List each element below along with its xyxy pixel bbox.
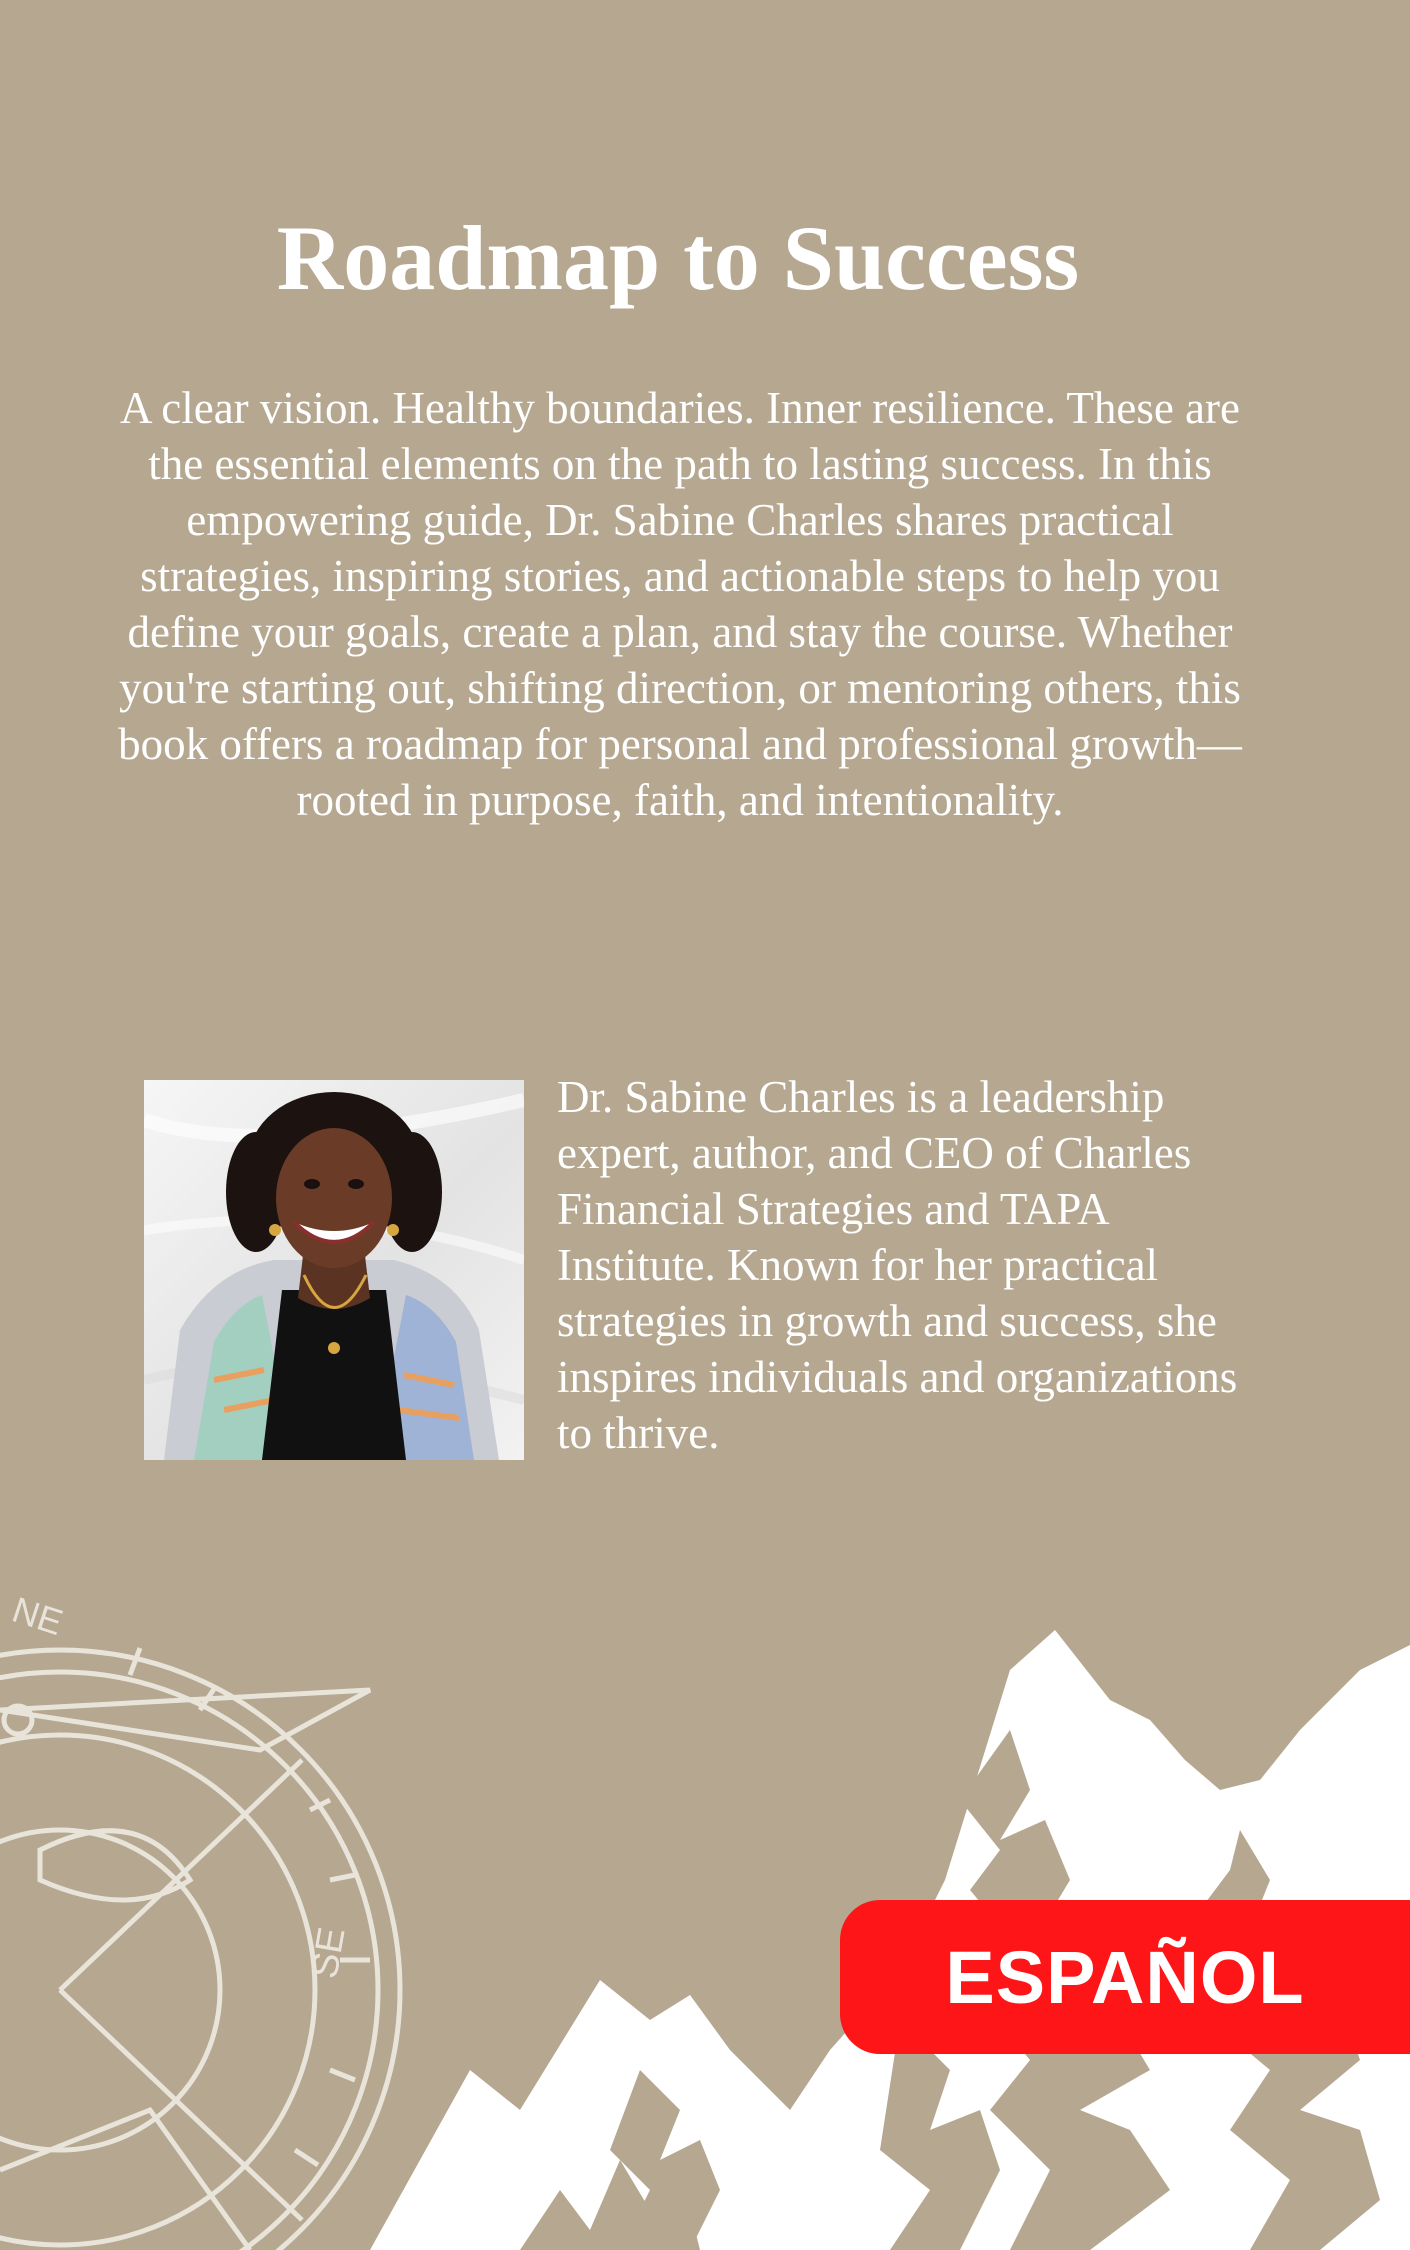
language-badge-button[interactable]: ESPAÑOL <box>840 1900 1410 2054</box>
compass-icon <box>0 1589 400 2250</box>
book-description: A clear vision. Healthy boundaries. Inner resilience. These are the essential elements on the path to lasting success. In this empowering guide, Dr. Sabine Charles shares practical strategies, inspiring stories, and actionable steps to help you define your goals, create a plan, and stay the course. Whether you're starting out, shifting direction, or mentoring others, this book offers a roadmap for personal and professional growth—rooted in purpose, faith, and intentionality. <box>118 383 1242 825</box>
book-title: Roadmap to Success <box>276 207 1080 309</box>
author-photo <box>144 1080 524 1460</box>
author-bio: Dr. Sabine Charles is a leadership expert, author, and CEO of Charles Financial Strategies and TAPA Institute. Known for her practical strategies in growth and success, she inspires individuals and organizations to thrive. <box>557 1072 1238 1458</box>
author-portrait-illustration <box>144 1080 524 1460</box>
compass-ne-label: NE <box>7 1588 68 1644</box>
compass-se-label: SE <box>303 1924 354 1982</box>
